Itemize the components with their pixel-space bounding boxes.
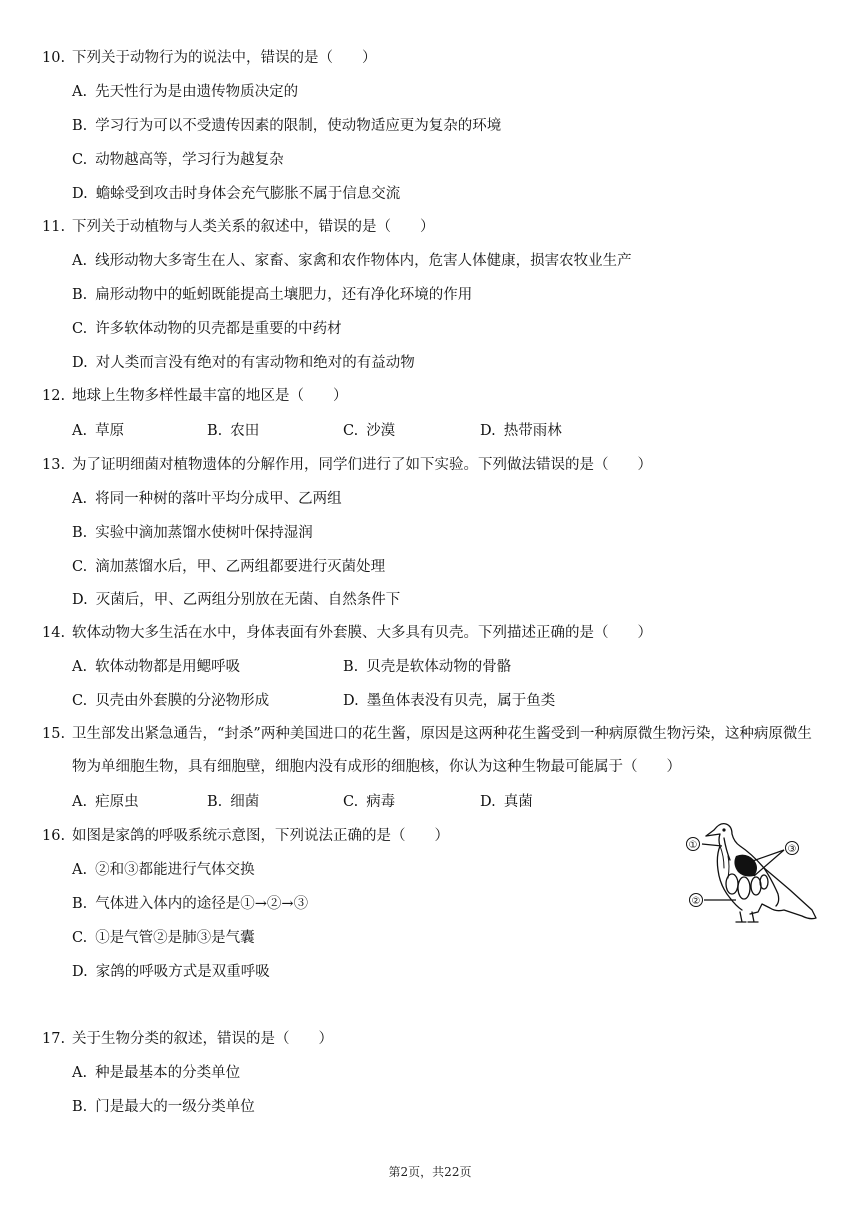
option: B. 贝壳是软体动物的骨骼	[343, 659, 512, 675]
option: A. 种是最基本的分类单位	[72, 1065, 241, 1081]
option: C. 许多软体动物的贝壳都是重要的中药材	[72, 321, 342, 337]
page-footer: 第2页，共22页	[388, 1165, 472, 1179]
option: B. 农田	[207, 423, 260, 439]
option: A. 草原	[72, 423, 125, 439]
option: B. 扁形动物中的蚯蚓既能提高土壤肥力，还有净化环境的作用	[72, 287, 473, 303]
lung-shape	[734, 855, 757, 877]
question-12: 12. 地球上生物多样性最丰富的地区是（ ）	[42, 388, 348, 404]
option: B. 学习行为可以不受遗传因素的限制，使动物适应更为复杂的环境	[72, 118, 502, 134]
label-1: ①	[688, 840, 698, 851]
pigeon-respiratory-diagram	[680, 816, 822, 930]
option: A. 疟原虫	[72, 794, 139, 810]
bird-outline	[706, 824, 816, 922]
option: A. 将同一种树的落叶平均分成甲、乙两组	[72, 491, 342, 507]
question-14: 14. 软体动物大多生活在水中，身体表面有外套膜、大多具有贝壳。下列描述正确的是（ ）	[42, 625, 652, 641]
question-16: 16. 如图是家鸽的呼吸系统示意图，下列说法正确的是（ ）	[42, 828, 449, 844]
option: D. 蟾蜍受到攻击时身体会充气膨胀不属于信息交流	[72, 186, 401, 202]
option: B. 实验中滴加蒸馏水使树叶保持湿润	[72, 525, 313, 541]
option: A. 软体动物都是用鳃呼吸	[72, 659, 241, 675]
option: C. 沙漠	[343, 423, 396, 439]
option: C. 病毒	[343, 794, 396, 810]
label-2: ②	[691, 896, 701, 907]
option: D. 墨鱼体表没有贝壳，属于鱼类	[343, 693, 556, 709]
option: A. 先天性行为是由遗传物质决定的	[72, 84, 299, 100]
option: D. 热带雨林	[480, 423, 562, 439]
option: D. 家鸽的呼吸方式是双重呼吸	[72, 964, 270, 980]
question-10: 10. 下列关于动物行为的说法中，错误的是（ ）	[42, 50, 377, 66]
option: A. 线形动物大多寄生在人、家畜、家禽和农作物体内，危害人体健康，损害农牧业生产	[72, 253, 632, 269]
option: C. ①是气管②是肺③是气囊	[72, 930, 255, 946]
option: D. 对人类而言没有绝对的有害动物和绝对的有益动物	[72, 355, 415, 371]
label-3: ③	[787, 844, 797, 855]
option: C. 滴加蒸馏水后，甲、乙两组都要进行灭菌处理	[72, 559, 386, 575]
option: B. 气体进入体内的途径是①→②→③	[72, 896, 309, 912]
option: B. 门是最大的一级分类单位	[72, 1099, 255, 1115]
option: C. 动物越高等，学习行为越复杂	[72, 152, 284, 168]
question-13: 13. 为了证明细菌对植物遗体的分解作用，同学们进行了如下实验。下列做法错误的是（ ）	[42, 457, 652, 473]
option: D. 灭菌后，甲、乙两组分别放在无菌、自然条件下	[72, 592, 401, 608]
question-11: 11. 下列关于动植物与人类关系的叙述中，错误的是（ ）	[42, 219, 435, 235]
option: B. 细菌	[207, 794, 260, 810]
option: C. 贝壳由外套膜的分泌物形成	[72, 693, 270, 709]
option: D. 真菌	[480, 794, 533, 810]
option: A. ②和③都能进行气体交换	[72, 862, 255, 878]
question-15: 15. 卫生部发出紧急通告，“封杀”两种美国进口的花生酱，原因是这两种花生酱受到一种病原微生物污染，这种病原微生物为单细胞生物，具有细胞壁，细胞内没有成形的细胞核，你认为这种生物最可能属于（ ）	[42, 726, 812, 775]
question-17: 17. 关于生物分类的叙述，错误的是（ ）	[42, 1031, 333, 1047]
